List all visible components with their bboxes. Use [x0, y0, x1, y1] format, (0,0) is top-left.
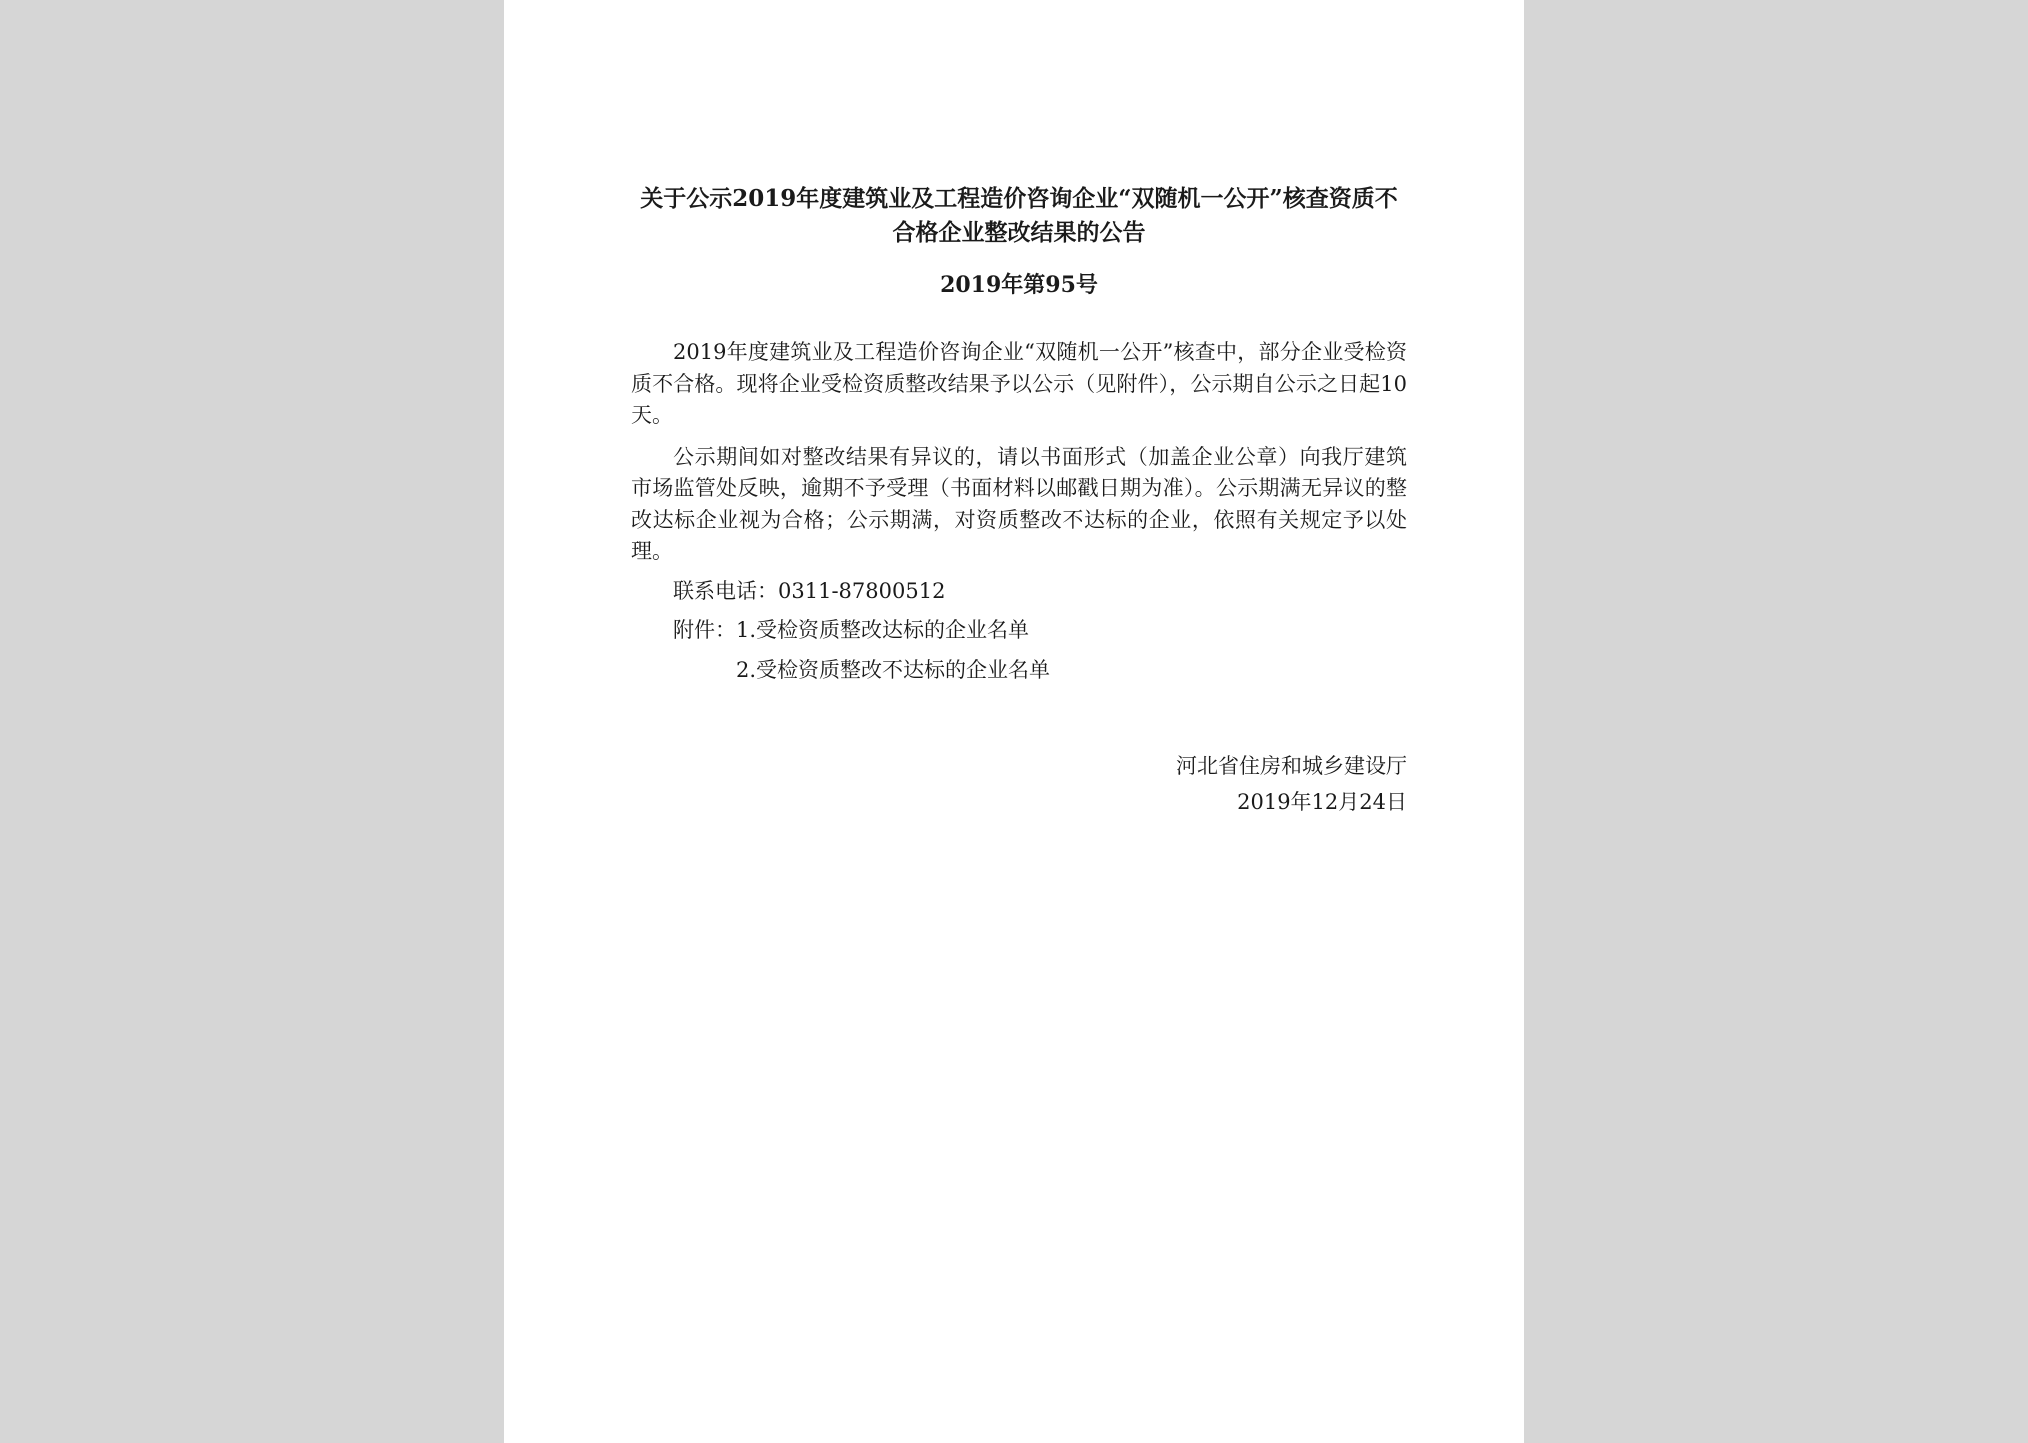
attachment-item: 2.受检资质整改不达标的企业名单 — [736, 657, 1051, 682]
document-title: 关于公示2019年度建筑业及工程造价咨询企业“双随机一公开”核查资质不合格企业整改结果的公告 — [640, 185, 1398, 246]
contact-phone: 联系电话：0311-87800512 — [673, 578, 946, 603]
page-content — [631, 182, 1407, 820]
issue-date: 2019年12月24日 — [1237, 790, 1407, 814]
body-paragraph: 2019年度建筑业及工程造价咨询企业“双随机一公开”核查中，部分企业受检资质不合格。现将企业受检资质整改结果予以公示（见附件），公示期自公示之日起10天。 — [631, 340, 1407, 427]
issuer-name: 河北省住房和城乡建设厅 — [1176, 754, 1407, 778]
attachment-item: 附件：1.受检资质整改达标的企业名单 — [673, 618, 1030, 642]
document-page — [504, 0, 1524, 1443]
document-number: 2019年第95号 — [940, 272, 1098, 298]
body-paragraph: 公示期间如对整改结果有异议的，请以书面形式（加盖企业公章）向我厅建筑市场监管处反映，逾期不予受理（书面材料以邮戳日期为准）。公示期满无异议的整改达标企业视为合格；公示期满，对资质整改不达标的企业，依照有关规定予以处理。 — [631, 444, 1407, 563]
